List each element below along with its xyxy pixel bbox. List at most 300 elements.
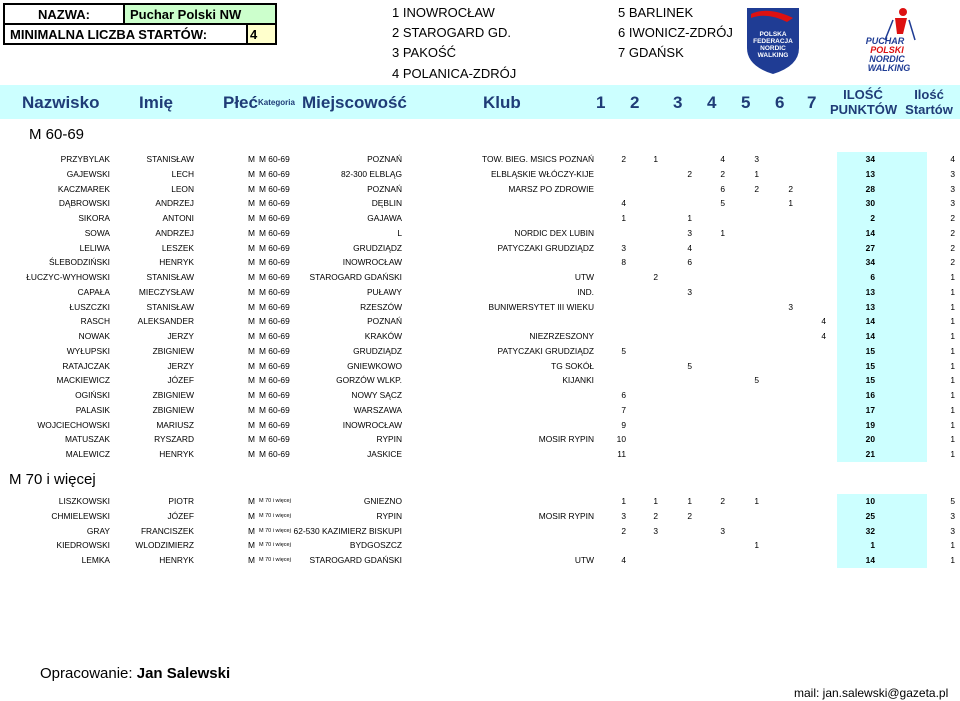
cell-town: 62-530 KAZIMIERZ BISKUPI <box>293 525 402 536</box>
cell-round-place: 8 <box>621 257 626 268</box>
col-header-plec: Płeć <box>223 93 258 112</box>
cell-firstname: HENRYK <box>159 257 194 268</box>
logo-text: NORDIC <box>869 54 905 64</box>
cell-club: PATYCZAKI GRUDZIĄDZ <box>497 242 594 253</box>
cell-gender: M <box>248 316 255 327</box>
cell-town: BYDGOSZCZ <box>349 540 402 551</box>
cell-surname: MALEWICZ <box>65 449 110 459</box>
logo-text: NORDIC <box>760 45 786 52</box>
cell-club: PATYCZAKI GRUDZIĄDZ <box>497 345 594 356</box>
cell-points: 2 <box>870 213 875 223</box>
cell-gender: M <box>248 510 255 521</box>
table-row <box>0 241 960 256</box>
cell-town: GRUDZIĄDZ <box>353 345 402 356</box>
table-row <box>0 285 960 300</box>
cell-gender: M <box>248 213 255 223</box>
cell-points: 34 <box>865 257 875 268</box>
cell-category: M 60-69 <box>259 419 290 430</box>
cell-surname: WOJCIECHOWSKI <box>37 419 110 430</box>
cell-round-place: 4 <box>720 154 725 164</box>
col-header-klub: Klub <box>483 93 521 112</box>
points-band <box>837 373 927 388</box>
cell-gender: M <box>248 272 255 282</box>
results-table-m70 <box>0 494 960 568</box>
cell-firstname: MIECZYSŁAW <box>138 286 194 297</box>
cell-starts: 1 <box>950 345 955 356</box>
table-row <box>0 344 960 359</box>
cell-round-place: 1 <box>621 213 626 223</box>
cell-category: M 70 i więcej <box>259 512 291 519</box>
cell-firstname: ZBIGNIEW <box>152 345 194 356</box>
table-row <box>0 329 960 344</box>
cell-category: M 60-69 <box>259 449 290 459</box>
club-item: 7 GDAŃSK <box>618 45 684 60</box>
cell-town: L <box>397 227 402 238</box>
cell-round-place: 2 <box>788 183 793 194</box>
cell-category: M 60-69 <box>259 257 290 268</box>
cell-points: 15 <box>865 375 875 386</box>
cell-round-place: 1 <box>621 496 626 506</box>
nazwa-label: NAZWA: <box>4 4 124 24</box>
club-item: 4 POLANICA-ZDRÓJ <box>392 66 517 81</box>
col-header-starts <box>900 87 958 117</box>
cell-round-place: 4 <box>621 555 626 565</box>
points-band <box>837 553 927 568</box>
cell-round-place: 1 <box>788 198 793 209</box>
table-row <box>0 255 960 270</box>
cell-surname: KIEDROWSKI <box>56 540 110 551</box>
cell-starts: 4 <box>950 154 955 164</box>
cell-round-place: 2 <box>687 510 692 521</box>
cell-round-place: 11 <box>617 449 626 459</box>
cell-points: 32 <box>865 525 875 536</box>
cell-starts: 1 <box>950 404 955 415</box>
cell-points: 21 <box>865 449 875 459</box>
points-band <box>837 285 927 300</box>
cell-category: M 60-69 <box>259 272 290 282</box>
table-row <box>0 167 960 182</box>
cell-points: 34 <box>865 154 875 164</box>
min-starts-value: 4 <box>247 24 276 44</box>
cell-town: RYPIN <box>376 434 402 445</box>
cell-round-place: 1 <box>754 540 759 551</box>
cell-firstname: MARIUSZ <box>156 419 194 430</box>
cell-gender: M <box>248 555 255 565</box>
cell-starts: 2 <box>950 242 955 253</box>
prepared-name: Jan Salewski <box>136 665 231 682</box>
cell-firstname: FRANCISZEK <box>140 525 194 536</box>
cell-round-place: 5 <box>621 345 626 356</box>
cell-round-place: 6 <box>687 257 692 268</box>
cell-club: MOSIR RYPIN <box>538 434 594 445</box>
club-item: 6 IWONICZ-ZDRÓJ <box>618 25 733 40</box>
points-band <box>837 494 927 509</box>
cell-starts: 3 <box>950 525 955 536</box>
cell-round-place: 1 <box>754 496 759 506</box>
cell-points: 13 <box>865 301 875 312</box>
col-header-miejscowosc: Miejscowość <box>302 93 407 112</box>
cell-points: 13 <box>865 286 875 297</box>
cell-firstname: LECH <box>171 168 194 179</box>
cell-surname: GAJEWSKI <box>66 168 110 179</box>
table-row <box>0 418 960 433</box>
cell-category: M 60-69 <box>259 242 290 253</box>
cell-gender: M <box>248 419 255 430</box>
cell-round-place: 10 <box>616 434 626 445</box>
cell-surname: SOWA <box>84 227 110 238</box>
section-title: M 60-69 <box>29 126 85 143</box>
cell-firstname: HENRYK <box>159 449 194 459</box>
table-row <box>0 152 960 167</box>
cell-points: 19 <box>865 419 875 430</box>
cell-surname: LEMKA <box>81 555 110 565</box>
cell-surname: CAPAŁA <box>77 286 110 297</box>
cell-town: STAROGARD GDAŃSKI <box>309 555 402 565</box>
cell-round-place: 3 <box>621 510 626 521</box>
cell-starts: 1 <box>950 331 955 341</box>
cell-category: M 60-69 <box>259 198 290 209</box>
points-band <box>837 418 927 433</box>
points-band <box>837 226 927 241</box>
nazwa-value: Puchar Polski NW <box>124 4 276 24</box>
points-band <box>837 432 927 447</box>
cell-round-place: 5 <box>754 375 759 386</box>
cell-surname: NOWAK <box>78 331 110 341</box>
cell-gender: M <box>248 375 255 386</box>
cell-firstname: PIOTR <box>168 496 194 506</box>
club-item: 3 PAKOŚĆ <box>392 45 457 60</box>
cell-surname: WYŁUPSKI <box>66 345 110 356</box>
cell-surname: SIKORA <box>78 213 110 223</box>
points-band <box>837 538 927 553</box>
points-band <box>837 329 927 344</box>
cell-gender: M <box>248 154 255 164</box>
cell-points: 6 <box>870 272 875 282</box>
cell-points: 13 <box>865 168 875 179</box>
cell-category: M 60-69 <box>259 301 290 312</box>
table-row <box>0 314 960 329</box>
cell-round-place: 3 <box>754 154 759 164</box>
cell-firstname: STANISŁAW <box>146 272 194 282</box>
cell-firstname: RYSZARD <box>154 434 194 445</box>
cell-round-place: 3 <box>653 525 658 536</box>
col-header-points-line: PUNKTÓW <box>830 102 898 117</box>
cell-firstname: JÓZEF <box>167 510 194 521</box>
cell-surname: LISZKOWSKI <box>58 496 110 506</box>
club-item: 1 INOWROCŁAW <box>392 5 495 20</box>
polish-federation-logo <box>743 4 803 76</box>
col-header-kategoria: Kategoria <box>258 98 295 107</box>
points-band <box>837 255 927 270</box>
cell-club: MARSZ PO ZDROWIE <box>508 183 594 194</box>
cell-round-place: 7 <box>621 404 626 415</box>
cell-surname: CHMIELEWSKI <box>51 510 110 521</box>
cell-club: TOW. BIEG. MSICS POZNAŃ <box>482 154 594 164</box>
cell-points: 28 <box>865 183 875 194</box>
cell-round-place: 1 <box>653 154 658 164</box>
points-band <box>837 344 927 359</box>
points-band <box>837 211 927 226</box>
cell-starts: 2 <box>950 227 955 238</box>
cell-points: 16 <box>865 390 875 400</box>
cell-category: M 60-69 <box>259 316 290 327</box>
table-row <box>0 226 960 241</box>
cell-round-place: 2 <box>653 510 658 521</box>
col-header-round: 5 <box>741 93 751 112</box>
cell-category: M 60-69 <box>259 154 290 164</box>
cell-surname: ŚLEBODZIŃSKI <box>49 257 110 268</box>
cell-gender: M <box>248 242 255 253</box>
club-item: 2 STAROGARD GD. <box>392 25 511 40</box>
cell-town: 82-300 ELBLĄG <box>341 168 402 179</box>
points-band <box>837 314 927 329</box>
cell-town: POZNAŃ <box>367 316 402 327</box>
cell-town: STAROGARD GDAŃSKI <box>309 272 402 282</box>
cell-round-place: 4 <box>621 198 626 209</box>
cell-round-place: 6 <box>621 390 626 400</box>
table-row <box>0 509 960 524</box>
cell-firstname: LEON <box>171 183 194 194</box>
cell-round-place: 4 <box>821 316 826 327</box>
cell-points: 15 <box>865 345 875 356</box>
cell-firstname: ANTONI <box>162 213 194 223</box>
cell-gender: M <box>248 434 255 445</box>
col-header-starts-line: Ilość <box>914 87 944 102</box>
cell-surname: OGIŃSKI <box>75 390 110 400</box>
cell-points: 14 <box>865 316 875 327</box>
cell-town: WARSZAWA <box>353 404 402 415</box>
table-row <box>0 373 960 388</box>
cell-category: M 60-69 <box>259 390 290 400</box>
cell-gender: M <box>248 360 255 371</box>
col-header-nazwisko: Nazwisko <box>22 93 100 112</box>
cell-category: M 60-69 <box>259 404 290 415</box>
logo-text: PUCHAR <box>865 36 905 46</box>
points-band <box>837 509 927 524</box>
cell-club: UTW <box>574 555 594 565</box>
table-row <box>0 300 960 315</box>
points-band <box>837 388 927 403</box>
cell-starts: 1 <box>950 286 955 297</box>
club-item: 5 BARLINEK <box>618 5 694 20</box>
cell-category: M 70 i więcej <box>259 557 291 563</box>
cell-gender: M <box>248 404 255 415</box>
cell-town: POZNAŃ <box>367 183 402 194</box>
points-band <box>837 403 927 418</box>
cell-starts: 1 <box>950 449 955 459</box>
cell-firstname: STANISŁAW <box>146 154 194 164</box>
cell-round-place: 1 <box>687 496 692 506</box>
cell-gender: M <box>248 390 255 400</box>
table-row <box>0 359 960 374</box>
cell-town: GRUDZIĄDZ <box>353 242 402 253</box>
col-header-round: 4 <box>707 93 717 112</box>
cell-starts: 2 <box>950 213 955 223</box>
cell-surname: RASCH <box>80 316 110 327</box>
points-band <box>837 524 927 539</box>
cell-gender: M <box>248 540 255 551</box>
cell-points: 15 <box>865 360 875 371</box>
col-header-imie: Imię <box>139 93 174 112</box>
cell-town: INOWROCŁAW <box>342 419 402 430</box>
cell-category: M 60-69 <box>259 331 290 341</box>
logo-text: POLSKA <box>759 31 787 38</box>
cell-points: 1 <box>870 540 875 551</box>
cell-round-place: 3 <box>687 286 692 297</box>
cell-club: KIJANKI <box>562 375 594 386</box>
cell-gender: M <box>248 345 255 356</box>
cell-town: RZESZÓW <box>360 301 402 312</box>
cell-starts: 5 <box>950 496 955 506</box>
cell-firstname: ZBIGNIEW <box>152 390 194 400</box>
cell-points: 14 <box>865 227 875 238</box>
cell-firstname: ANDRZEJ <box>155 227 194 238</box>
cell-surname: KACZMAREK <box>57 183 110 194</box>
table-row <box>0 211 960 226</box>
cell-firstname: JERZY <box>167 360 194 371</box>
cell-town: GAJAWA <box>367 213 402 223</box>
cell-gender: M <box>248 301 255 312</box>
contact-mail: mail: jan.salewski@gazeta.pl <box>794 686 949 700</box>
cell-starts: 1 <box>950 272 955 282</box>
cell-gender: M <box>248 198 255 209</box>
cell-starts: 3 <box>950 183 955 194</box>
cell-surname: DĄBROWSKI <box>58 198 110 209</box>
col-header-round: 1 <box>596 93 606 112</box>
info-table <box>3 3 277 45</box>
prepared-by <box>40 665 230 682</box>
table-row <box>0 494 960 509</box>
cell-round-place: 2 <box>720 168 725 179</box>
cell-firstname: HENRYK <box>159 555 194 565</box>
cell-category: M 70 i więcej <box>259 542 291 549</box>
cell-category: M 60-69 <box>259 183 290 194</box>
table-row <box>0 432 960 447</box>
cell-gender: M <box>248 227 255 238</box>
section-title: M 70 i więcej <box>9 471 96 488</box>
cell-round-place: 4 <box>687 242 692 253</box>
cell-surname: ŁUCZYC-WYHOWSKI <box>26 272 110 282</box>
cell-club: MOSIR RYPIN <box>538 510 594 521</box>
cell-round-place: 2 <box>754 183 759 194</box>
cell-club: NIEZRZESZONY <box>529 331 594 341</box>
table-row <box>0 538 960 553</box>
col-header-round: 7 <box>807 93 817 112</box>
cell-round-place: 2 <box>621 154 626 164</box>
cell-points: 10 <box>865 496 875 506</box>
cell-category: M 60-69 <box>259 345 290 356</box>
cell-category: M 60-69 <box>259 168 290 179</box>
cell-town: RYPIN <box>376 510 402 521</box>
table-row <box>0 182 960 197</box>
col-header-round: 6 <box>775 93 785 112</box>
cell-starts: 1 <box>950 434 955 445</box>
points-band <box>837 241 927 256</box>
cell-surname: MATUSZAK <box>65 434 110 445</box>
table-row <box>0 524 960 539</box>
puchar-polski-logo <box>857 4 922 76</box>
table-row <box>0 196 960 211</box>
points-band <box>837 270 927 285</box>
cell-gender: M <box>248 257 255 268</box>
cell-points: 14 <box>865 331 875 341</box>
cell-firstname: LESZEK <box>161 242 194 253</box>
cell-firstname: ZBIGNIEW <box>152 404 194 415</box>
cell-starts: 2 <box>950 257 955 268</box>
cell-points: 14 <box>865 555 875 565</box>
cell-town: NOWY SĄCZ <box>351 390 402 400</box>
cell-points: 30 <box>865 198 875 209</box>
cell-round-place: 2 <box>720 496 725 506</box>
cell-town: POZNAŃ <box>367 154 402 164</box>
cell-gender: M <box>248 331 255 341</box>
cell-starts: 3 <box>950 510 955 521</box>
cell-round-place: 3 <box>720 525 725 536</box>
cell-firstname: WLODZIMIERZ <box>135 540 194 551</box>
cell-round-place: 2 <box>621 525 626 536</box>
results-table-m60 <box>0 152 960 462</box>
cell-category: M 60-69 <box>259 375 290 386</box>
cell-town: GNIEZNO <box>363 496 402 506</box>
cell-round-place: 3 <box>621 242 626 253</box>
cell-club: UTW <box>574 272 594 282</box>
cell-category: M 60-69 <box>259 213 290 223</box>
table-row <box>0 447 960 462</box>
cell-starts: 1 <box>950 540 955 551</box>
cell-town: JASKICE <box>367 449 402 459</box>
cell-town: PUŁAWY <box>366 286 402 297</box>
col-header-points <box>830 87 896 117</box>
points-band <box>837 196 927 211</box>
cell-town: KRAKÓW <box>364 331 402 341</box>
cell-round-place: 6 <box>720 183 725 194</box>
cell-points: 17 <box>865 404 875 415</box>
cell-round-place: 3 <box>788 301 793 312</box>
points-band <box>837 447 927 462</box>
table-row <box>0 270 960 285</box>
cell-starts: 1 <box>950 390 955 400</box>
logo-text: WALKING <box>867 63 911 73</box>
cell-surname: GRAY <box>86 525 110 536</box>
cell-surname: PRZYBYLAK <box>60 154 110 164</box>
logo-text: FEDERACJA <box>753 38 793 45</box>
cell-starts: 1 <box>950 360 955 371</box>
cell-round-place: 4 <box>821 331 826 341</box>
cell-surname: RATAJCZAK <box>62 360 110 371</box>
cell-starts: 1 <box>950 419 955 430</box>
points-band <box>837 182 927 197</box>
cell-firstname: STANISŁAW <box>146 301 194 312</box>
cell-firstname: ALEKSANDER <box>137 316 194 327</box>
cell-club: IND. <box>577 286 594 297</box>
cell-round-place: 2 <box>687 168 692 179</box>
cell-town: DĘBLIN <box>371 198 402 209</box>
col-header-starts-line: Startów <box>905 102 953 117</box>
points-band <box>837 300 927 315</box>
cell-starts: 3 <box>950 168 955 179</box>
cell-starts: 1 <box>950 375 955 386</box>
cell-points: 27 <box>865 242 875 253</box>
cell-category: M 70 i więcej <box>259 498 291 504</box>
points-band <box>837 359 927 374</box>
cell-club: TG SOKÓŁ <box>551 360 594 371</box>
cell-round-place: 5 <box>720 198 725 209</box>
col-header-points-line: ILOŚĆ <box>843 87 883 102</box>
cell-gender: M <box>248 286 255 297</box>
cell-firstname: ANDRZEJ <box>155 198 194 209</box>
cell-surname: ŁUSZCZKI <box>69 301 110 312</box>
cell-firstname: JÓZEF <box>167 375 194 386</box>
